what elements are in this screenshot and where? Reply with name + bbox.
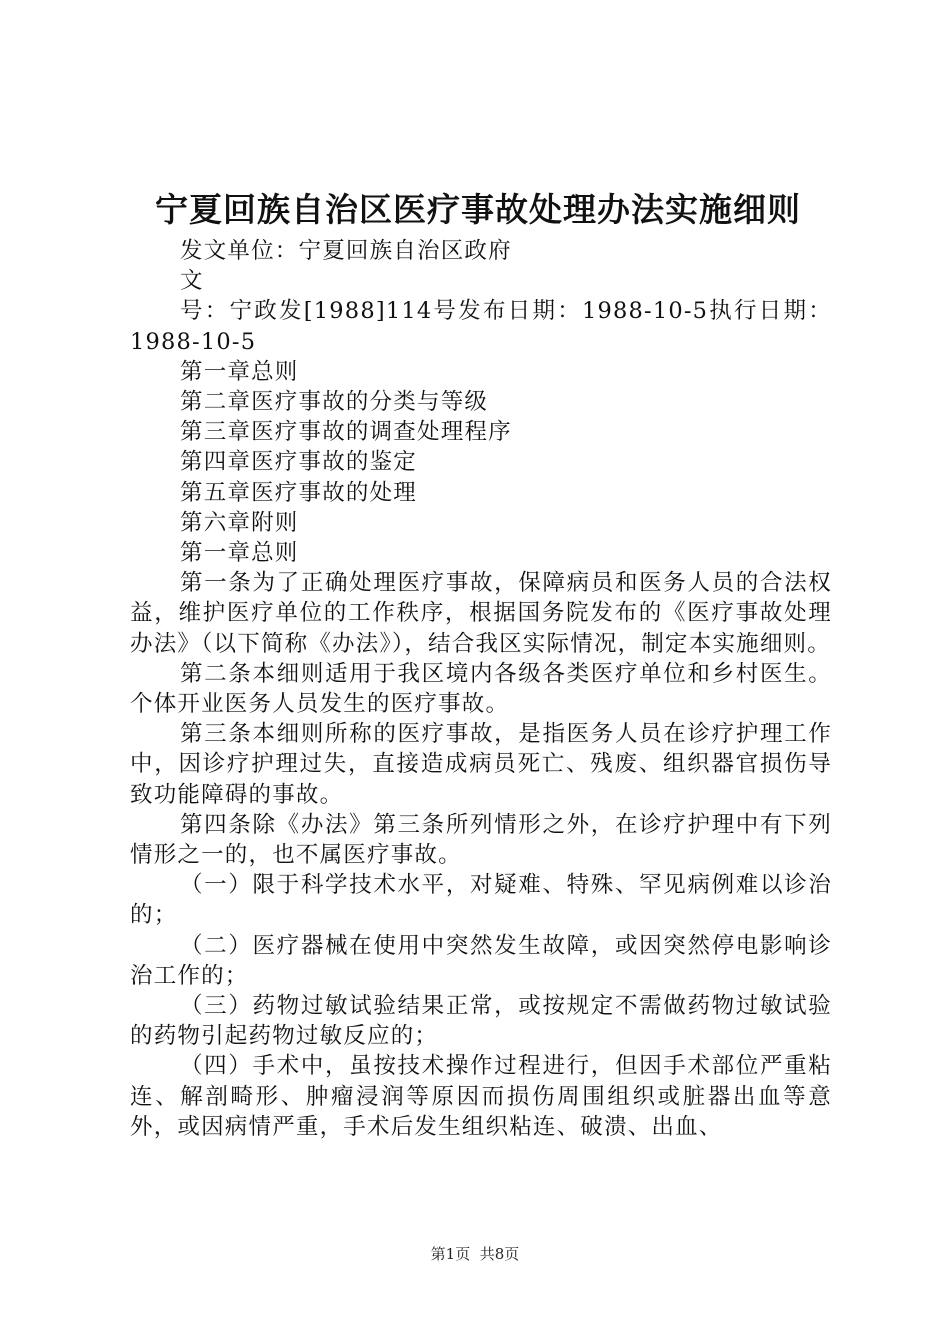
toc-item: 第二章医疗事故的分类与等级 <box>180 389 489 416</box>
doc-number-label: 文 <box>180 268 204 295</box>
page-footer <box>0 1244 950 1264</box>
page-total: 共8页 <box>479 1245 520 1263</box>
toc-item: 第四章医疗事故的鉴定 <box>180 449 418 476</box>
article-paragraph: 第二条本细则适用于我区境内各级各类医疗单位和乡村医生。个体开业医务人员发生的医疗事故。 <box>130 660 832 718</box>
toc-item: 第六章附则 <box>180 509 299 536</box>
document-title: 宁夏回族自治区医疗事故处理办法实施细则 <box>155 190 801 229</box>
article-paragraph: 第一条为了正确处理医疗事故，保障病员和医务人员的合法权益，维护医疗单位的工作秩序，根据国务院发布的《医疗事故处理办法》（以下简称《办法》），结合我区实际情况，制定本实施细则。 <box>130 570 832 657</box>
issuer-line: 发文单位：宁夏回族自治区政府 <box>180 238 512 264</box>
toc-item: 第五章医疗事故的处理 <box>180 479 418 506</box>
list-item: （三）药物过敏试验结果正常，或按规定不需做药物过敏试验的药物引起药物过敏反应的； <box>130 993 832 1050</box>
list-item: （四）手术中，虽按技术操作过程进行，但因手术部位严重粘连、解剖畸形、肿瘤浸润等原因而损伤周围组织或脏器出血等意外，或因病情严重，手术后发生组织粘连、破溃、出血、 <box>130 1053 832 1140</box>
document-body <box>130 236 832 1142</box>
doc-number-line: 号：宁政发[1988]114号发布日期：1988-10-5执行日期：1988-10-5 <box>130 298 832 355</box>
toc-item: 第一章总则 <box>180 358 299 385</box>
article-paragraph: 第四条除《办法》第三条所列情形之外，在诊疗护理中有下列情形之一的，也不属医疗事故。 <box>130 811 832 869</box>
article-paragraph: 第三条本细则所称的医疗事故，是指医务人员在诊疗护理工作中，因诊疗护理过失，直接造成病员死亡、残废、组织器官损伤导致功能障碍的事故。 <box>130 721 832 808</box>
list-item: （二）医疗器械在使用中突然发生故障，或因突然停电影响诊治工作的； <box>130 932 832 989</box>
toc-item: 第三章医疗事故的调查处理程序 <box>180 419 512 446</box>
page-number: 第1页 <box>430 1245 471 1263</box>
chapter-heading: 第一章总则 <box>180 540 299 567</box>
list-item: （一）限于科学技术水平，对疑难、特殊、罕见病例难以诊治的； <box>130 872 832 929</box>
footer-spacer <box>470 1245 480 1263</box>
